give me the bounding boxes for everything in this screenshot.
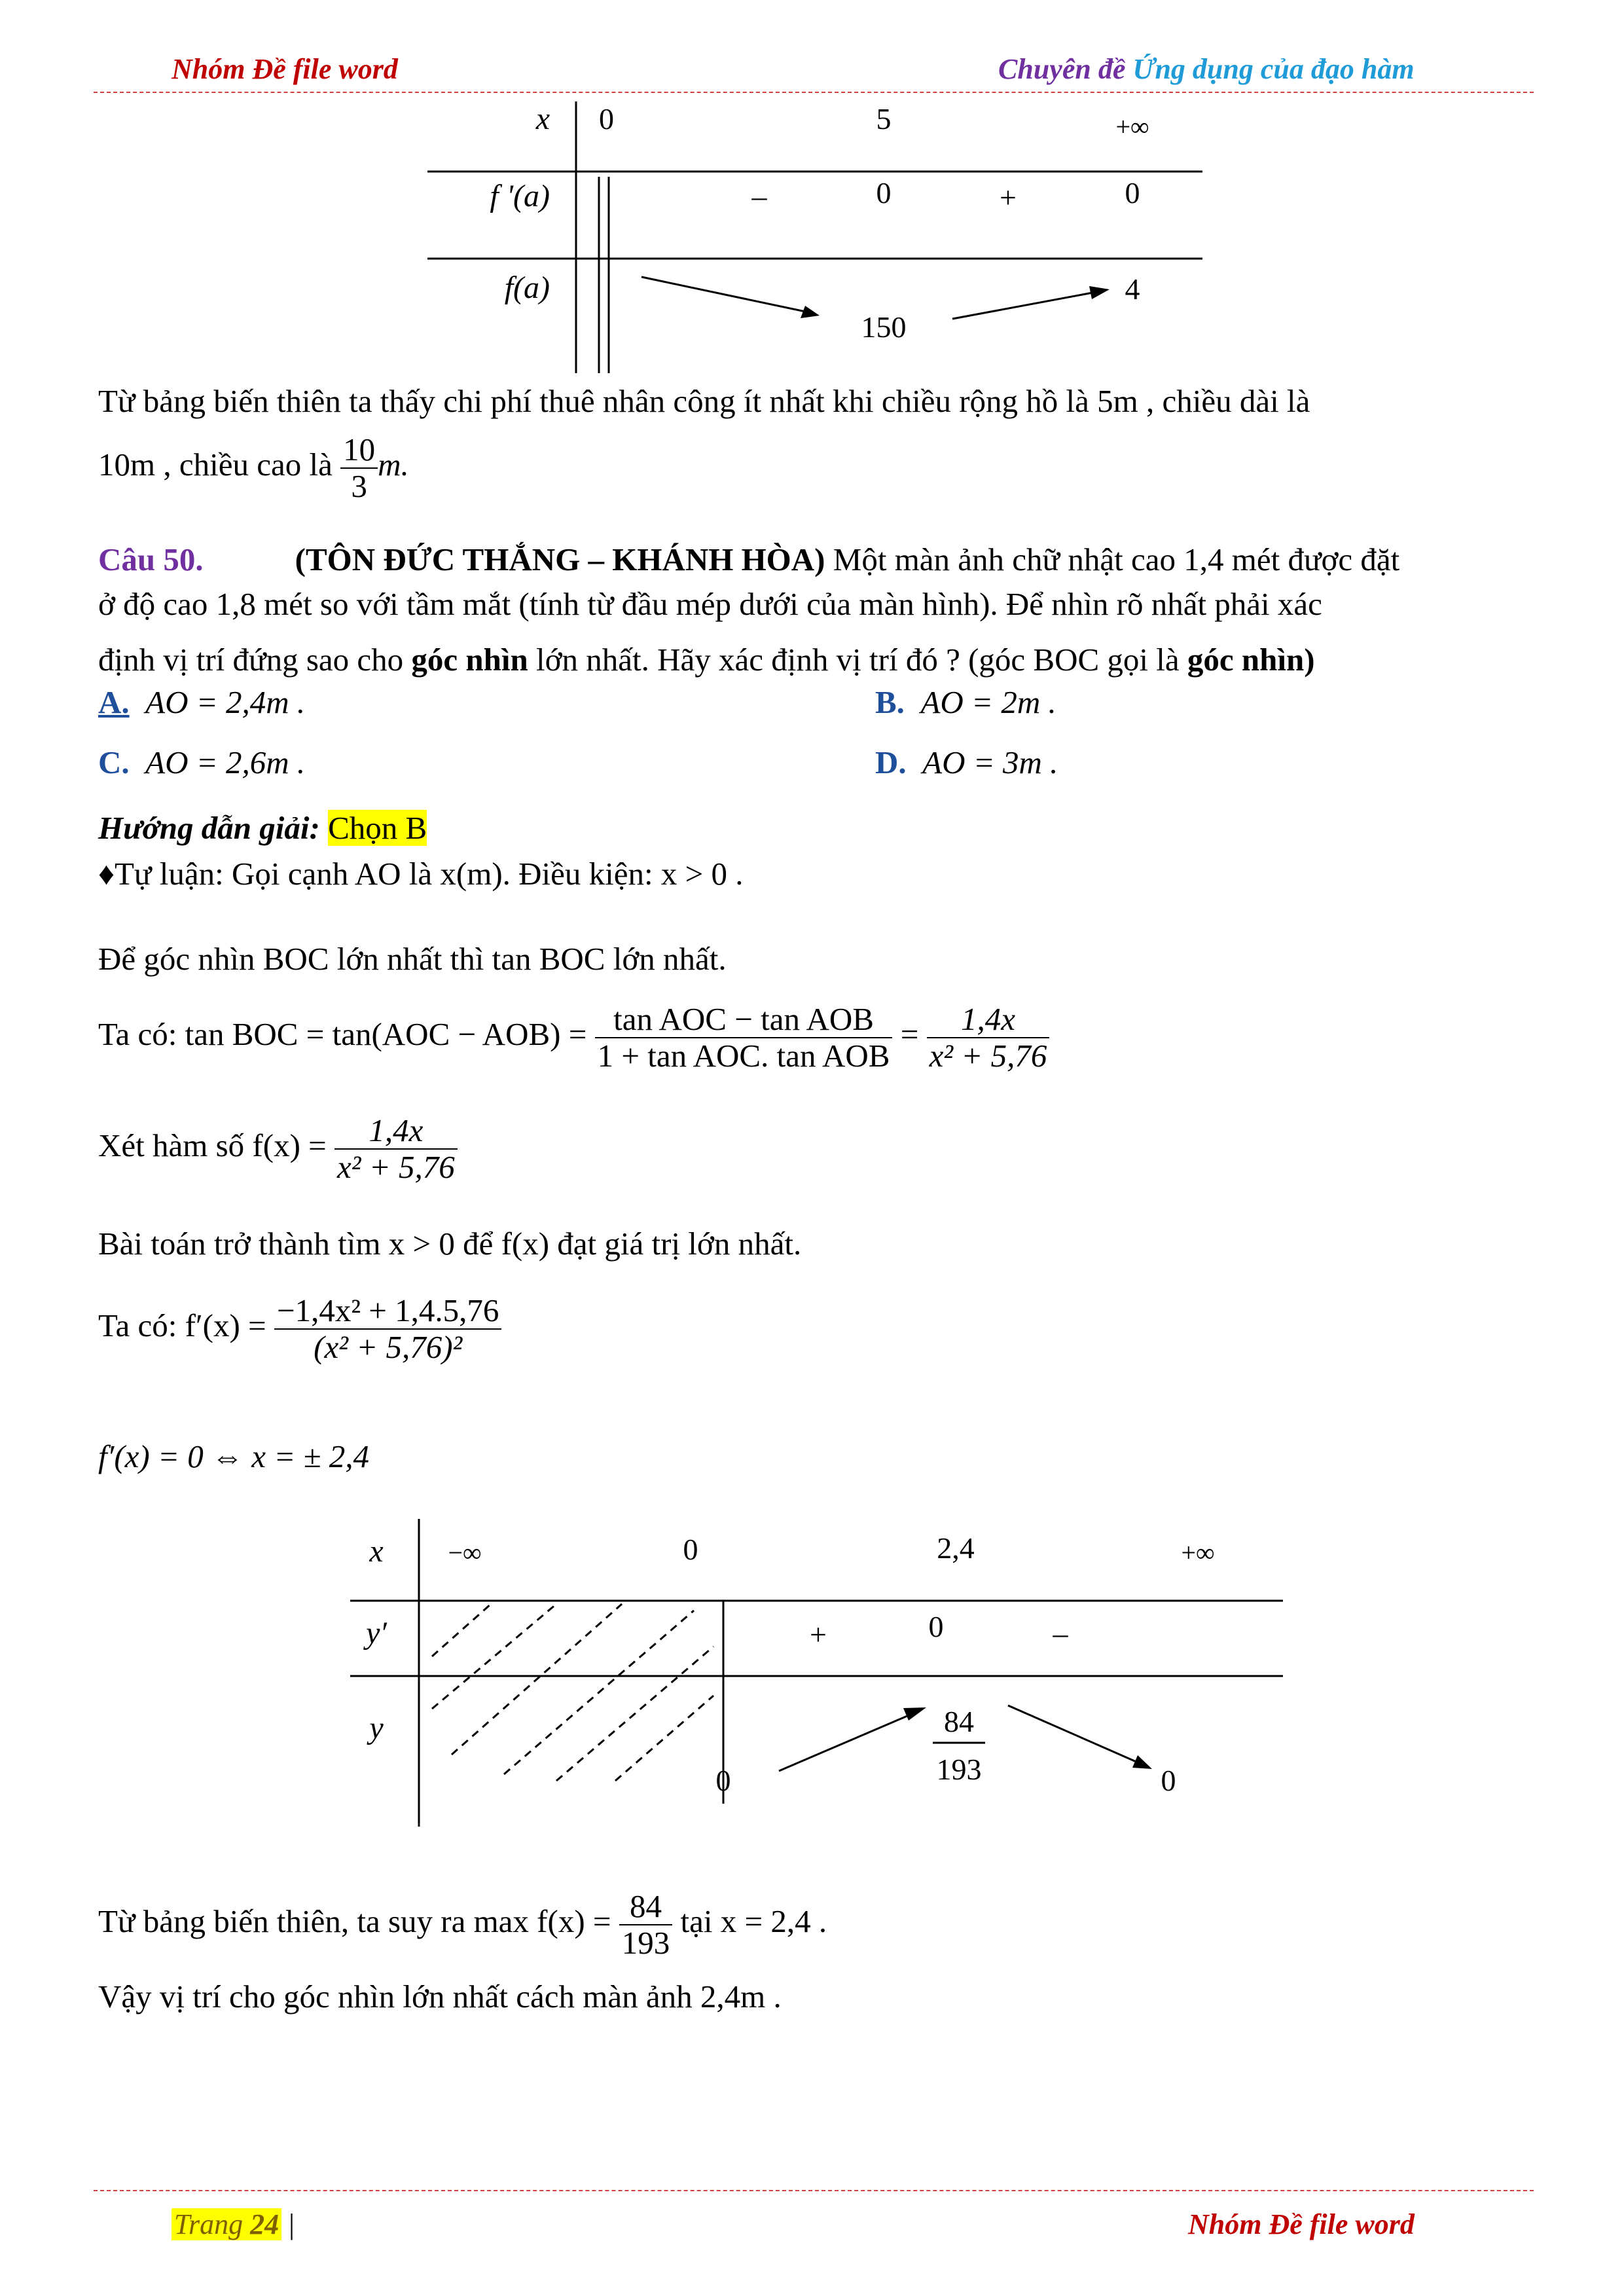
fraction-numerator: 10	[340, 432, 378, 469]
variation-table-2	[340, 1506, 1296, 1833]
step-4-lhs: Xét hàm số f(x) =	[98, 1127, 327, 1164]
c2-text-b: tại x = 2,4 .	[680, 1903, 827, 1940]
header-right-topic: Ứng dụng của đạo hàm	[1132, 53, 1415, 85]
step-3-fraction-2	[927, 1002, 1050, 1074]
question-label: Câu 50.	[98, 541, 204, 577]
t2-x24: 2,4	[937, 1531, 975, 1565]
solution-step-1: ♦Tự luận: Gọi cạnh AO là x(m). Điều kiện: x > 0 .	[98, 856, 744, 892]
option-c-text: AO = 2,6m .	[145, 744, 306, 780]
conclusion-2-line2: Vậy vị trí cho góc nhìn lớn nhất cách màn ảnh 2,4m .	[98, 1978, 782, 2014]
step-4-fraction	[334, 1113, 458, 1185]
step-6-fraction	[274, 1293, 501, 1365]
option-d[interactable]	[875, 743, 1058, 782]
conclusion-1-line1: Từ bảng biến thiên ta thấy chi phí thuê nhân công ít nhất khi chiều rộng hồ là 5m , chiều dài là	[98, 383, 1310, 419]
solution-step-7: f′(x) = 0 ⇔ x = ± 2,4	[98, 1438, 369, 1474]
t1-end-value: 4	[1125, 272, 1140, 306]
step-3-num-1: tan AOC − tan AOB	[595, 1002, 893, 1038]
question-source: (TÔN ĐỨC THẮNG – KHÁNH HÒA)	[295, 541, 825, 577]
t1-xinf: +∞	[1115, 112, 1149, 141]
footer-page	[171, 2208, 295, 2241]
footer-page-label: Trang	[174, 2208, 251, 2240]
t1-min-value: 150	[861, 310, 907, 344]
conclusion-1-unit: m.	[378, 446, 409, 483]
step-3-eq: =	[900, 1016, 919, 1053]
fraction-denominator: 3	[351, 467, 367, 504]
step-3-num-2: 1,4x	[927, 1002, 1050, 1038]
header-left: Nhóm Đề file word	[171, 53, 398, 85]
option-a-text: AO = 2,4m .	[145, 684, 306, 720]
t1-sign-minus: –	[751, 179, 767, 213]
header-right-prefix: Chuyên đề	[998, 53, 1133, 85]
solution-heading: Hướng dẫn giải:	[98, 810, 320, 846]
c2-num: 84	[619, 1889, 673, 1925]
option-c[interactable]	[98, 743, 305, 782]
t2-sign-plus: +	[810, 1618, 827, 1651]
solution-heading-line	[98, 809, 427, 848]
t1-x0: 0	[599, 102, 614, 136]
conclusion-1-text: 10m , chiều cao là	[98, 446, 333, 483]
t2-zero: 0	[928, 1610, 944, 1643]
option-d-text: AO = 3m .	[922, 744, 1058, 780]
header-right	[998, 52, 1415, 86]
solution-step-3	[98, 1002, 1049, 1074]
t2-sign-minus: –	[1053, 1616, 1068, 1650]
t2-value-0-right: 0	[1161, 1764, 1176, 1797]
c2-fraction	[619, 1889, 673, 1961]
t2-x-neginf: −∞	[448, 1538, 482, 1567]
t2-max-num: 84	[944, 1705, 974, 1738]
t1-label-x: x	[535, 101, 550, 136]
footer-page-highlight	[171, 2208, 281, 2240]
t2-label-y: y	[369, 1711, 384, 1745]
footer-page-number: 24	[250, 2208, 280, 2240]
t1-zero-2: 0	[1125, 176, 1140, 210]
t2-label-x: x	[369, 1534, 384, 1569]
solution-step-4	[98, 1113, 458, 1185]
footer-separator: |	[281, 2208, 295, 2240]
fraction-10-3	[340, 432, 378, 504]
step-3-den-2: x² + 5,76	[929, 1037, 1047, 1074]
option-a-letter: A.	[98, 684, 130, 720]
question-line1	[98, 540, 1399, 579]
footer-right: Nhóm Đề file word	[1188, 2208, 1415, 2240]
header-divider	[94, 92, 1534, 93]
question-bold-1: góc nhìn	[411, 642, 528, 678]
option-b-text: AO = 2m .	[920, 684, 1056, 720]
t2-value-0-left: 0	[715, 1764, 731, 1797]
c2-text-a: Từ bảng biến thiên, ta suy ra max f(x) =	[98, 1903, 611, 1940]
step-6-num: −1,4x² + 1,4.5,76	[274, 1293, 501, 1330]
step-3-lhs: Ta có: tan BOC = tan(AOC − AOB) =	[98, 1016, 587, 1053]
question-line1-rest: Một màn ảnh chữ nhật cao 1,4 mét được đặt	[825, 541, 1400, 577]
t2-x0: 0	[683, 1533, 698, 1566]
option-d-letter: D.	[875, 744, 907, 780]
step-6-lhs: Ta có: f′(x) =	[98, 1307, 266, 1344]
step-4-num: 1,4x	[334, 1113, 458, 1150]
question-line3-c: lớn nhất. Hãy xác định vị trí đó ? (góc BOC gọi là	[528, 642, 1187, 678]
step-4-den: x² + 5,76	[337, 1148, 455, 1185]
option-c-letter: C.	[98, 744, 130, 780]
conclusion-2-line1	[98, 1889, 827, 1961]
option-a[interactable]	[98, 683, 305, 722]
variation-table-1	[419, 95, 1204, 376]
t1-label-f: f(a)	[504, 270, 550, 305]
solution-choice: Chọn B	[328, 810, 427, 846]
t1-sign-plus: +	[1000, 181, 1017, 214]
question-line3	[98, 640, 1315, 680]
c2-den: 193	[621, 1924, 670, 1961]
step-6-den: (x² + 5,76)²	[314, 1328, 463, 1365]
question-bold-2: góc nhìn)	[1187, 642, 1315, 678]
t1-zero-1: 0	[876, 176, 892, 210]
t2-label-yprime: y′	[366, 1616, 387, 1650]
t2-x-posinf: +∞	[1181, 1538, 1215, 1567]
footer-divider	[94, 2190, 1534, 2191]
solution-step-5: Bài toán trở thành tìm x > 0 để f(x) đạt giá trị lớn nhất.	[98, 1226, 802, 1262]
question-line3-a: định vị trí đứng sao cho	[98, 642, 412, 678]
conclusion-1-line2	[98, 432, 409, 504]
t2-max-den: 193	[936, 1753, 982, 1786]
solution-step-2: Để góc nhìn BOC lớn nhất thì tan BOC lớn nhất.	[98, 941, 727, 977]
option-b-letter: B.	[875, 684, 905, 720]
step-3-fraction-1	[595, 1002, 893, 1074]
option-b[interactable]	[875, 683, 1056, 722]
t1-label-fprime: f '(a)	[490, 179, 550, 213]
step-3-den-1: 1 + tan AOC. tan AOB	[597, 1037, 890, 1074]
t1-x5: 5	[876, 102, 892, 136]
solution-step-6	[98, 1293, 501, 1365]
question-line2: ở độ cao 1,8 mét so với tầm mắt (tính từ đầu mép dưới của màn hình). Để nhìn rõ nhất phải xác	[98, 586, 1322, 622]
